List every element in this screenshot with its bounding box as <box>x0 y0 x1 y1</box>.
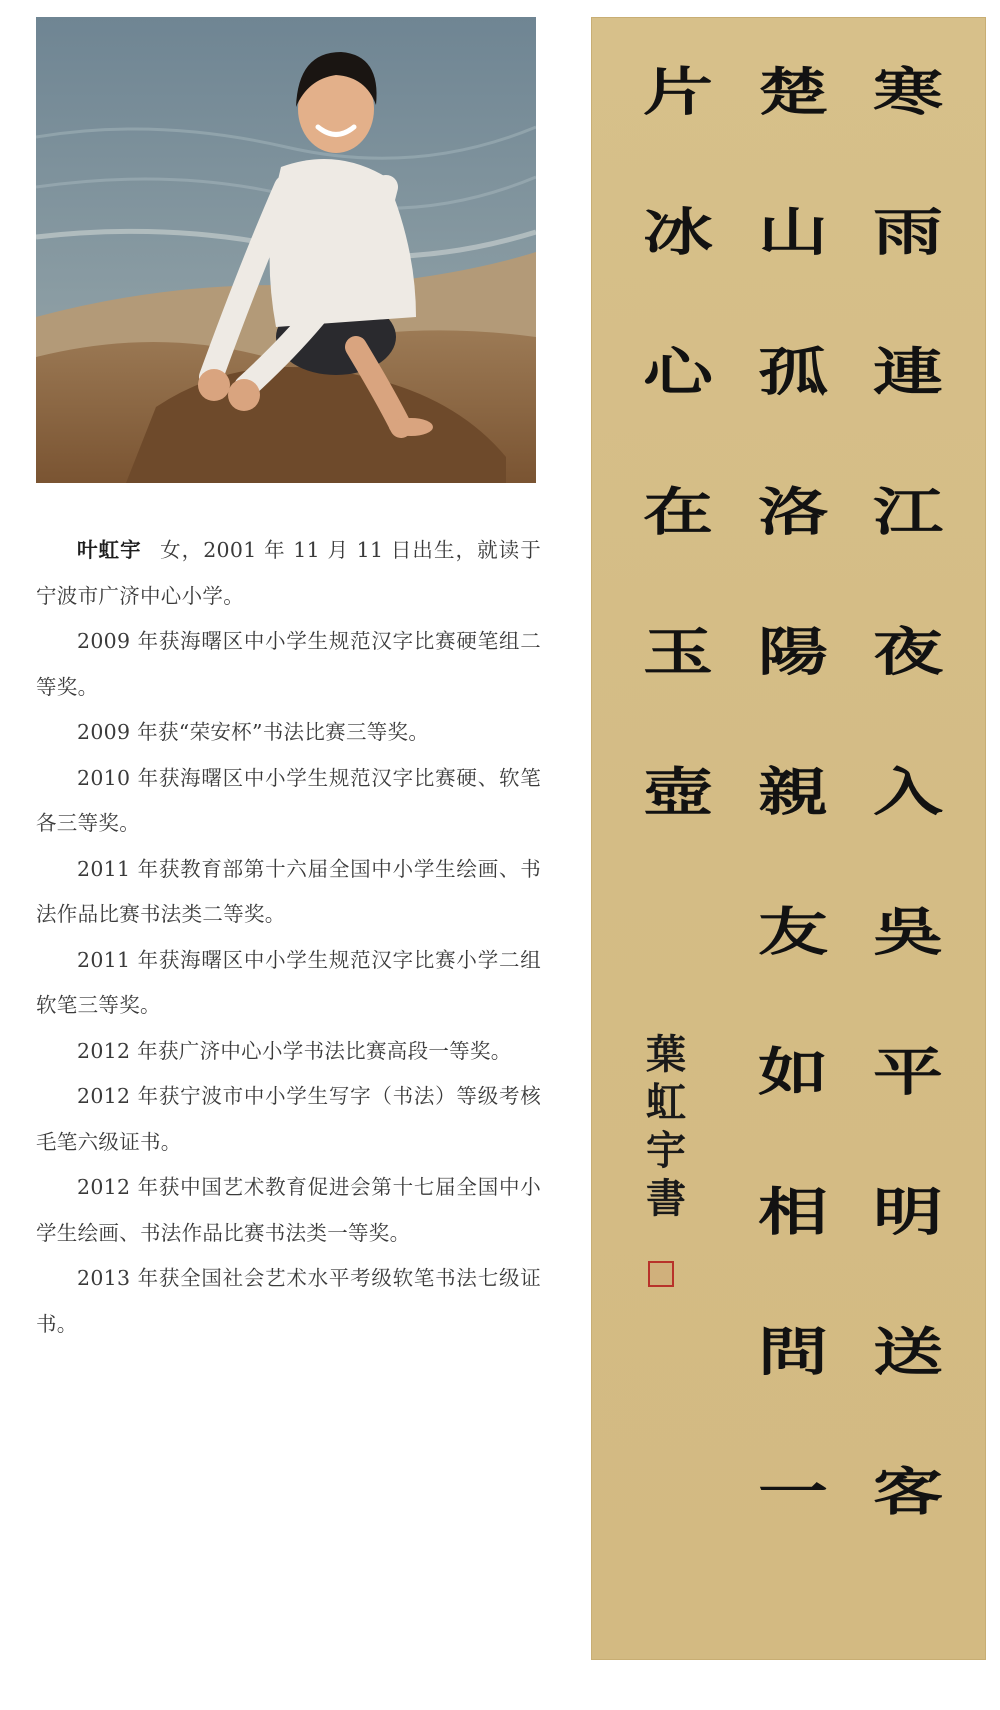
calligraphy-character: 陽 <box>758 621 828 683</box>
award-item: 2013 年获全国社会艺术水平考级软笔书法七级证书。 <box>36 1266 541 1336</box>
calligraphy-character: 孤 <box>758 341 828 403</box>
calligraphy-character: 如 <box>758 1041 828 1103</box>
calligraphy-character: 壺 <box>643 761 713 823</box>
calligraphy-character: 明 <box>873 1181 943 1243</box>
red-seal-stamp <box>648 1261 674 1287</box>
calligraphy-character: 在 <box>643 481 713 543</box>
award-item: 2012 年获中国艺术教育促进会第十七届全国中小学生绘画、书法作品比赛书法类一等奖。 <box>36 1175 541 1245</box>
author-name: 叶虹宇 <box>77 538 142 562</box>
calligraphy-column-3 <box>626 57 730 897</box>
calligraphy-column-1 <box>856 57 960 1597</box>
calligraphy-character: 送 <box>873 1321 943 1383</box>
award-item: 2012 年获宁波市中小学生写字（书法）等级考核毛笔六级证书。 <box>36 1084 541 1154</box>
calligraphy-character: 連 <box>873 341 943 403</box>
award-item: 2011 年获海曙区中小学生规范汉字比赛小学二组软笔三等奖。 <box>36 947 541 1017</box>
calligraphy-character: 玉 <box>643 621 713 683</box>
calligraphy-character: 友 <box>758 901 828 963</box>
calligraphy-character: 寒 <box>873 61 943 123</box>
calligraphy-scroll <box>591 17 986 1660</box>
bio-intro <box>36 528 541 619</box>
calligraphy-character: 問 <box>758 1321 828 1383</box>
calligraphy-character: 雨 <box>873 201 943 263</box>
calligraphy-character: 心 <box>643 341 713 403</box>
calligraphy-character: 山 <box>758 201 828 263</box>
calligraphy-character: 相 <box>758 1181 828 1243</box>
calligraphy-character: 楚 <box>758 61 828 123</box>
calligraphy-character: 片 <box>643 61 713 123</box>
calligraphy-character: 平 <box>873 1041 943 1103</box>
award-item: 2009 年获海曙区中小学生规范汉字比赛硬笔组二等奖。 <box>36 629 541 699</box>
calligraphy-character: 吳 <box>873 901 943 963</box>
calligraphy-character: 洛 <box>758 481 828 543</box>
calligraphy-character: 親 <box>758 761 828 823</box>
biography <box>36 528 541 1347</box>
calligraphy-character: 冰 <box>643 201 713 263</box>
award-item: 2011 年获教育部第十六届全国中小学生绘画、书法作品比赛书法类二等奖。 <box>36 856 541 926</box>
award-item: 2009 年获“荣安杯”书法比赛三等奖。 <box>77 720 430 744</box>
calligraphy-character: 入 <box>873 761 943 823</box>
signature-character: 虹 <box>646 1079 686 1126</box>
award-item: 2012 年获广济中心小学书法比赛高段一等奖。 <box>77 1038 512 1063</box>
portrait-photo <box>36 17 536 483</box>
bio-intro-text: 女，2001 年 11 月 11 日出生，就读于宁波市广济中心小学。 <box>36 538 541 608</box>
signature-character: 書 <box>646 1175 686 1222</box>
calligraphy-character: 一 <box>758 1461 828 1523</box>
calligraphy-character: 江 <box>873 481 943 543</box>
award-item: 2010 年获海曙区中小学生规范汉字比赛硬、软笔各三等奖。 <box>36 765 541 835</box>
signature-character: 宇 <box>646 1127 686 1174</box>
signature-character: 葉 <box>646 1031 686 1078</box>
calligraphy-character: 客 <box>873 1461 943 1523</box>
calligraphy-character: 夜 <box>873 621 943 683</box>
calligraphy-signature <box>636 1031 696 1227</box>
calligraphy-column-2 <box>741 57 845 1597</box>
